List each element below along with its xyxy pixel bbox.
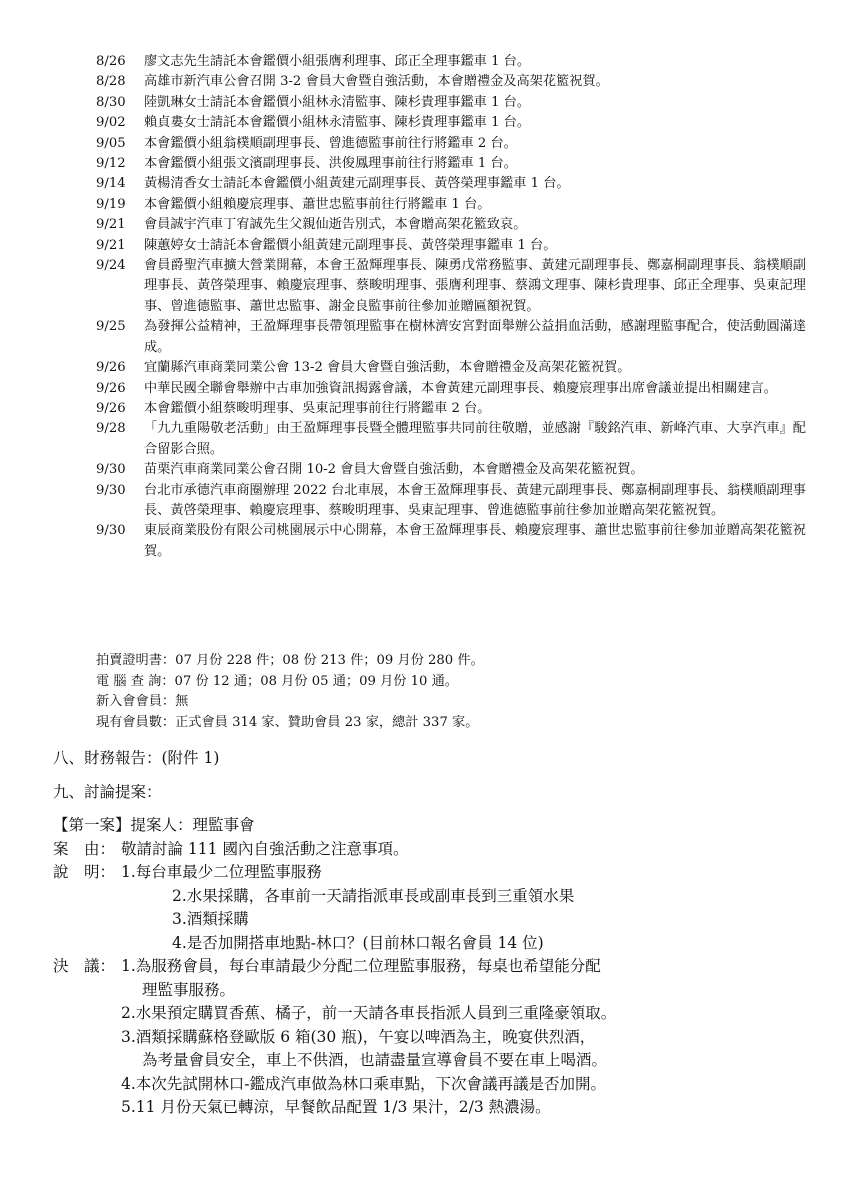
log-text: 賴貞婁女士請託本會鑑價小組林永清監事、陳杉貴理事鑑車 1 台。 (144, 115, 531, 131)
log-entry (96, 72, 806, 92)
new-members-stat: 新入會會員：無 (96, 694, 189, 710)
log-entry (96, 460, 806, 480)
log-date: 9/30 (96, 482, 126, 498)
resolution-continuation: 為考量會員安全，車上不供酒，也請盡量宣導會員不要在車上喝酒。 (142, 1051, 608, 1069)
log-text: 苗栗汽車商業同業公會召開 10-2 會員大會暨自強活動，本會贈禮金及高架花籃祝賀。 (144, 462, 644, 478)
log-text: 本會鑑價小組蔡畯明理事、吳東記理事前往行將鑑車 2 台。 (144, 400, 491, 416)
log-text: 中華民國全聯會舉辦中古車加強資訊揭露會議，本會黃建元副理事長、賴慶宸理事出席會議並提出相關建言。 (144, 380, 777, 396)
log-text: 陸凱琳女士請託本會鑑價小組林永清監事、陳杉貴理事鑑車 1 台。 (144, 94, 531, 110)
log-text: 本會鑑價小組翁樸順副理事長、曾進德監事前往行將鑑車 2 台。 (144, 135, 517, 151)
log-date: 9/30 (96, 523, 126, 539)
log-text: 黃楊清香女士請託本會鑑價小組黃建元副理事長、黃啓榮理事鑑車 1 台。 (144, 176, 570, 192)
proposal-case-1 (53, 814, 793, 1120)
log-date: 9/21 (96, 237, 126, 253)
log-entry (96, 52, 806, 72)
auction-stat: 拍賣證明書：07 月份 228 件；08 份 213 件；09 月份 280 件。 (96, 653, 484, 668)
activity-log (96, 52, 806, 562)
log-date: 9/26 (96, 380, 126, 396)
log-entry (96, 521, 806, 562)
log-text: 廖文志先生請託本會鑑價小組張膺利理事、邱正全理事鑑車 1 台。 (144, 54, 531, 69)
log-entry (96, 93, 806, 113)
log-text: 本會鑑價小組張文濱副理事長、洪俊鳳理事前往行將鑑車 1 台。 (144, 156, 517, 172)
log-entry (96, 379, 806, 399)
log-entry (96, 481, 806, 522)
explain-item: 2.水果採購，各車前一天請指派車長或副車長到三重領水果 (172, 886, 575, 905)
log-date: 8/26 (96, 54, 126, 69)
log-date: 9/19 (96, 196, 126, 212)
log-text: 「九九重陽敬老活動」由王盈輝理事長暨全體理監事共同前往敬贈，並感謝『駿銘汽車、新峰汽車、大享汽車』配合留影合照。 (144, 421, 806, 457)
subject-label: 案 由： (53, 839, 116, 858)
case-resolution (53, 955, 793, 979)
log-entry (96, 195, 806, 215)
resolution-item: 1.為服務會員，每台車請最少分配二位理監事服務，每桌也希望能分配 (121, 957, 601, 975)
resolution-continuation: 理監事服務。 (142, 980, 236, 999)
log-text: 本會鑑價小組賴慶宸理事、蕭世忠監事前往行將鑑車 1 台。 (144, 196, 491, 212)
resolution-item: 3.酒類採購蘇格登歐版 6 箱(30 瓶)，午宴以啤酒為主，晚宴供烈酒， (121, 1027, 596, 1046)
explain-label: 說 明： (53, 863, 116, 881)
log-date: 9/12 (96, 156, 126, 172)
computer-query-stat: 電 腦 查 詢：07 份 12 通；08 月份 05 通；09 月份 10 通。 (96, 673, 458, 689)
subject-text: 敬請討論 111 國內自強活動之注意事項。 (121, 839, 409, 858)
log-date: 8/28 (96, 74, 126, 90)
log-text: 高雄市新汽車公會召開 3-2 會員大會暨自強活動，本會贈禮金及高架花籃祝賀。 (144, 74, 609, 90)
explain-item: 1.每台車最少二位理監事服務 (121, 863, 322, 881)
log-entry (96, 317, 806, 358)
log-date: 9/02 (96, 115, 126, 131)
log-entry (96, 174, 806, 194)
statistics-block (96, 651, 484, 733)
log-date: 9/26 (96, 360, 126, 376)
resolution-item: 2.水果預定購買香蕉、橘子，前一天請各車長指派人員到三重隆豪領取。 (121, 1004, 617, 1022)
log-text: 東辰商業股份有限公司桃園展示中心開幕，本會王盈輝理事長、賴慶宸理事、蕭世忠監事前往參加並贈高架花籃祝賀。 (144, 523, 806, 559)
log-entry (96, 358, 806, 378)
log-text: 陳蕙婷女士請託本會鑑價小組黃建元副理事長、黃啓榮理事鑑車 1 台。 (144, 237, 557, 253)
log-entry (96, 236, 806, 256)
log-date: 9/14 (96, 176, 126, 192)
log-date: 9/24 (96, 258, 126, 274)
case-subject (53, 838, 793, 862)
log-text: 會員誠宇汽車丁宥誠先生父親仙逝告別式，本會贈高架花籃致哀。 (144, 217, 527, 233)
explain-item: 4.是否加開搭車地點-林口？(目前林口報名會員 14 位) (172, 933, 544, 952)
log-date: 9/21 (96, 217, 126, 233)
log-entry (96, 419, 806, 460)
current-members-stat: 現有會員數：正式會員 314 家、贊助會員 23 家，總計 337 家。 (96, 714, 479, 730)
log-entry (96, 399, 806, 419)
log-entry (96, 113, 806, 133)
section-discussion: 九、討論提案： (53, 783, 162, 801)
log-text: 宜蘭縣汽車商業同業公會 13-2 會員大會暨自強活動，本會贈禮金及高架花籃祝賀。 (144, 360, 631, 376)
resolution-item: 5.11 月份天氣已轉涼，早餐飲品配置 1/3 果汁，2/3 熱濃湯。 (121, 1098, 551, 1116)
log-entry (96, 154, 806, 174)
log-entry (96, 256, 806, 317)
log-date: 9/05 (96, 135, 126, 151)
section-financial-report: 八、財務報告：(附件 1) (53, 749, 220, 767)
log-text: 為發揮公益精神，王盈輝理事長帶領理監事在樹林濟安宮對面舉辦公益捐血活動，感謝理監事配合，使活動圓滿達成。 (144, 319, 806, 355)
log-entry (96, 134, 806, 154)
log-date: 9/26 (96, 400, 126, 416)
log-date: 9/30 (96, 462, 126, 478)
case-title: 【第一案】提案人：理監事會 (53, 816, 255, 834)
case-explanation (53, 861, 793, 885)
resolution-item: 4.本次先試開林口-鑑成汽車做為林口乘車點，下次會議再議是否加開。 (121, 1074, 607, 1093)
log-date: 9/25 (96, 319, 126, 335)
log-entry (96, 215, 806, 235)
log-date: 8/30 (96, 94, 126, 110)
explain-item: 3.酒類採購 (172, 910, 249, 928)
log-text: 會員爵聖汽車擴大營業開幕，本會王盈輝理事長、陳勇戊常務監事、黃建元副理事長、鄭嘉桐副理事長、翁樸順副理事長、黃啓榮理事、賴慶宸理事、蔡畯明理事、張膺利理事、蔡鴻文理事、陳杉貴理事、邱正全理事、吳東記理事、曾進德監事、蕭世忠監事、謝金良監事前往參加並贈匾額祝賀。 (144, 258, 806, 314)
log-text: 台北市承德汽車商圈辦理 2022 台北車展，本會王盈輝理事長、黃建元副理事長、鄭嘉桐副理事長、翁樸順副理事長、黃啓榮理事、賴慶宸理事、蔡畯明理事、吳東記理事、曾進德監事前往參加並贈高架花籃祝賀。 (144, 482, 806, 518)
resolution-label: 決 議： (53, 957, 116, 975)
log-date: 9/28 (96, 421, 126, 437)
